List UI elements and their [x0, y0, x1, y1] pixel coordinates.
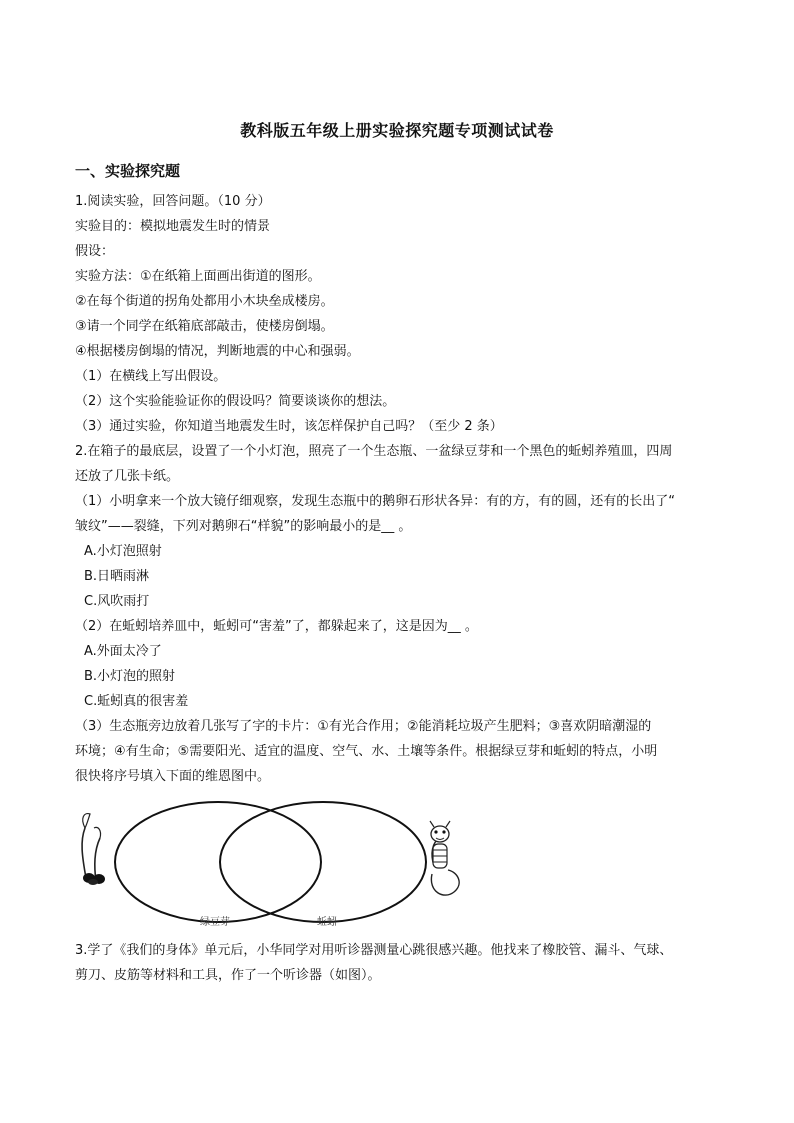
text-line: 实验目的：模拟地震发生时的情景 — [75, 219, 271, 234]
option-a: A.小灯泡照射 — [84, 544, 162, 559]
earthworm-icon — [430, 821, 459, 895]
question-1-stem: 1.阅读实验，回答问题。（10 分） — [75, 194, 271, 209]
text-line: 很快将序号填入下面的维恩图中。 — [75, 769, 271, 784]
question-3-stem: 3.学了《我们的身体》单元后，小华同学对用听诊器测量心跳很感兴趣。他找来了橡胶管、漏斗、气球、 — [75, 943, 673, 958]
text-line: 实验方法：①在纸箱上面画出街道的图形。 — [75, 269, 321, 284]
option-b: B.小灯泡的照射 — [84, 669, 176, 684]
sub-question: （2）这个实验能验证你的假设吗？简要谈谈你的想法。 — [75, 394, 396, 409]
option-c: C.蚯蚓真的很害羞 — [84, 694, 189, 709]
venn-left-label: 绿豆芽 — [200, 917, 230, 928]
text-line: 环境；④有生命；⑤需要阳光、适宜的温度、空气、水、土壤等条件。根据绿豆芽和蚯蚓的特点，小明 — [75, 744, 658, 759]
text-line: ④根据楼房倒塌的情况，判断地震的中心和强弱。 — [75, 344, 360, 359]
option-b: B.日晒雨淋 — [84, 569, 150, 584]
sub-question: （3）通过实验，你知道当地震发生时，该怎样保护自己吗？（至少 2 条） — [75, 419, 503, 434]
text-line: 还放了几张卡纸。 — [75, 469, 180, 484]
option-a: A.外面太冷了 — [84, 644, 162, 659]
sub-question: （1）小明拿来一个放大镜仔细观察，发现生态瓶中的鹅卵石形状各异：有的方，有的圆，还有的长出了“ — [75, 494, 676, 509]
text-line: ③请一个同学在纸箱底部敲击，使楼房倒塌。 — [75, 319, 334, 334]
venn-right-label: 蚯蚓 — [317, 917, 337, 928]
sub-question: （3）生态瓶旁边放着几张写了字的卡片：①有光合作用；②能消耗垃圾产生肥料；③喜欢阴暗潮湿的 — [75, 719, 652, 734]
text-line: 剪刀、皮筋等材料和工具，作了一个听诊器（如图）。 — [75, 968, 381, 983]
venn-circle-left — [115, 802, 321, 922]
sub-question: 皱纹”——裂缝，下列对鹅卵石“样貌”的影响最小的是__ 。 — [75, 519, 412, 534]
text-line: 假设： — [75, 244, 115, 259]
venn-circle-right — [220, 802, 426, 922]
section-heading: 一、实验探究题 — [75, 162, 181, 180]
venn-diagram — [72, 796, 472, 934]
page-title: 教科版五年级上册实验探究题专项测试试卷 — [240, 121, 554, 140]
sprout-icon — [82, 814, 105, 885]
sub-question: （1）在横线上写出假设。 — [75, 369, 227, 384]
option-c: C.风吹雨打 — [84, 594, 150, 609]
text-line: ②在每个街道的拐角处都用小木块垒成楼房。 — [75, 294, 334, 309]
sub-question: （2）在蚯蚓培养皿中，蚯蚓可“害羞”了，都躲起来了，这是因为__ 。 — [75, 619, 478, 634]
question-2-stem: 2.在箱子的最底层，设置了一个小灯泡，照亮了一个生态瓶、一盆绿豆芽和一个黑色的蚯蚓养殖皿，四周 — [75, 444, 673, 459]
